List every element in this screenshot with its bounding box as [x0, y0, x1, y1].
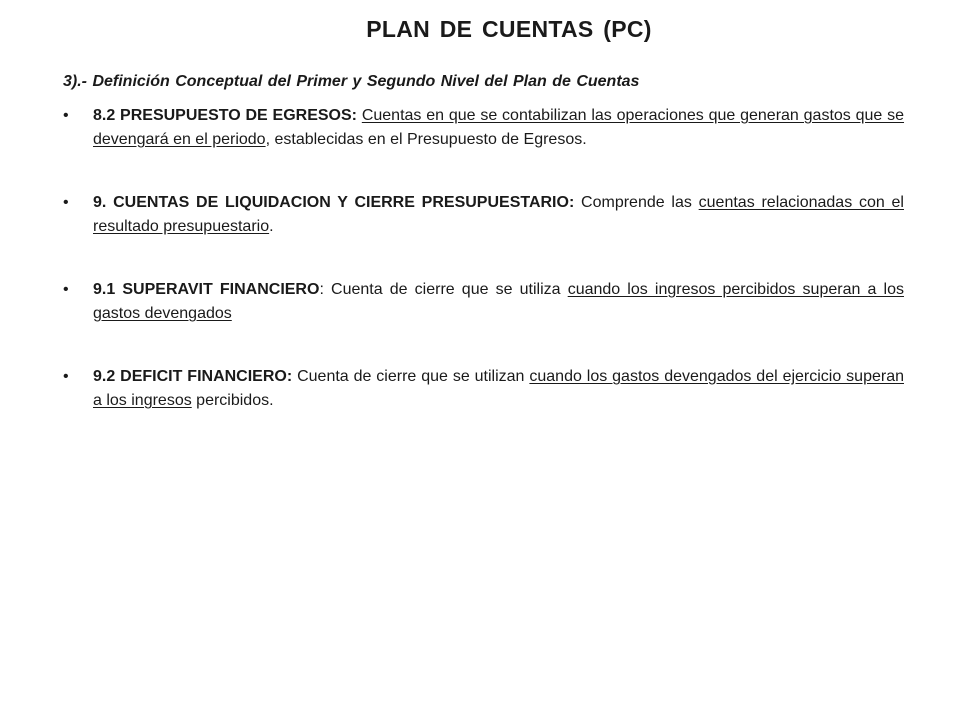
- bullet-icon: •: [63, 194, 69, 211]
- item-heading: 8.2 PRESUPUESTO DE EGRESOS:: [93, 107, 357, 124]
- list-item-9: [63, 191, 904, 239]
- bullet-list: [63, 104, 904, 452]
- item-text-underlined: cuando los ingresos percibidos superan a los gastos devengados: [93, 281, 904, 322]
- list-item-9-1: [63, 278, 904, 326]
- item-heading: 9.2 DEFICIT FINANCIERO:: [93, 368, 293, 385]
- item-text-underlined: Cuentas en que se contabilizan las operaciones que generan gastos que se devengará en el periodo: [93, 107, 905, 148]
- bullet-icon: •: [63, 281, 69, 298]
- slide-title: PLAN DE CUENTAS (PC): [366, 16, 652, 42]
- bullet-icon: •: [63, 368, 69, 385]
- list-item-9-2: [63, 365, 904, 413]
- bullet-icon: •: [63, 107, 69, 124]
- item-text-after: , establecidas en el Presupuesto de Egresos.: [265, 131, 587, 148]
- item-text-underlined: cuando los gastos devengados del ejercicio superan a los ingresos: [93, 368, 904, 409]
- item-text-after: .: [269, 218, 274, 235]
- item-text-underlined: cuentas relacionadas con el resultado presupuestario: [93, 194, 904, 235]
- slide-subtitle: 3).- Definición Conceptual del Primer y Segundo Nivel del Plan de Cuentas: [63, 73, 640, 90]
- item-heading: 9. CUENTAS DE LIQUIDACION Y CIERRE PRESUPUESTARIO:: [93, 194, 575, 211]
- item-text-plain: : Cuenta de cierre que se utiliza: [319, 281, 568, 298]
- item-heading: 9.1 SUPERAVIT FINANCIERO: [93, 281, 320, 298]
- item-text-plain: Comprende las: [574, 194, 699, 211]
- item-text-plain: Cuenta de cierre que se utilizan: [292, 368, 530, 385]
- list-item-8-2: [63, 104, 904, 152]
- item-text-after: percibidos.: [191, 392, 274, 409]
